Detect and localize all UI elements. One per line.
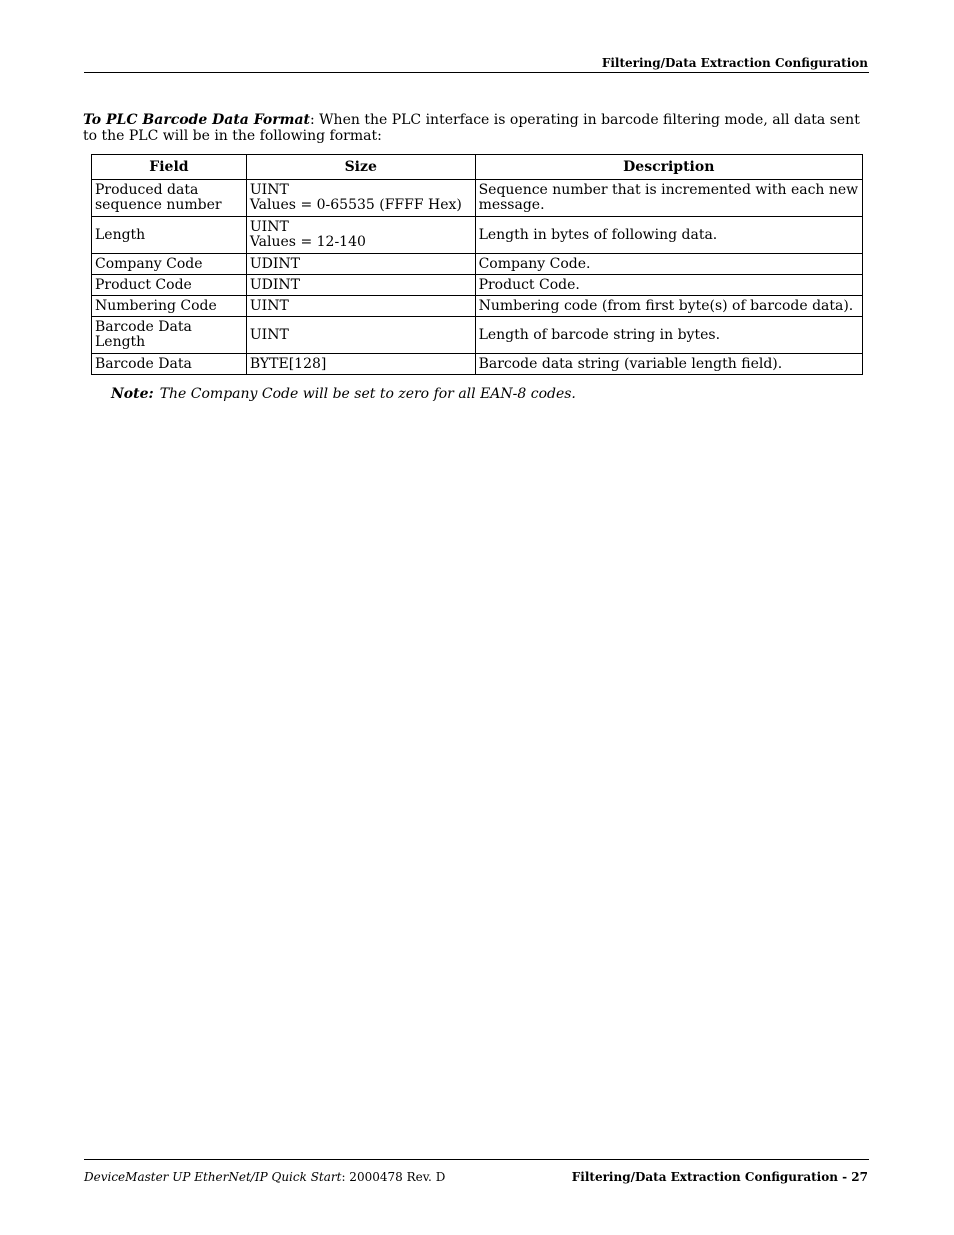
cell-field: Barcode Data <box>92 354 247 375</box>
cell-size: UINT Values = 12-140 <box>246 217 475 254</box>
note-label: Note: <box>111 386 154 402</box>
cell-description: Length of barcode string in bytes. <box>475 317 862 354</box>
cell-field: Company Code <box>92 254 247 275</box>
cell-field: Product Code <box>92 275 247 296</box>
table-row <box>92 180 863 217</box>
cell-size: UINT Values = 0-65535 (FFFF Hex) <box>246 180 475 217</box>
header-divider <box>84 72 869 73</box>
table-row <box>92 354 863 375</box>
cell-size: UINT <box>246 296 475 317</box>
note-text: The Company Code will be set to zero for all EAN-8 codes. <box>159 386 576 402</box>
table-note <box>111 386 576 402</box>
cell-field: Numbering Code <box>92 296 247 317</box>
cell-description: Company Code. <box>475 254 862 275</box>
cell-description: Barcode data string (variable length field). <box>475 354 862 375</box>
cell-field: Produced data sequence number <box>92 180 247 217</box>
table-row <box>92 317 863 354</box>
column-header-size: Size <box>246 155 475 180</box>
footer-page-label: Filtering/Data Extraction Configuration - 27 <box>571 1170 868 1184</box>
footer-document-reference <box>84 1170 445 1184</box>
table-header-row <box>92 155 863 180</box>
cell-field: Barcode Data Length <box>92 317 247 354</box>
cell-description: Length in bytes of following data. <box>475 217 862 254</box>
cell-description: Product Code. <box>475 275 862 296</box>
footer-divider <box>84 1159 869 1160</box>
cell-field: Length <box>92 217 247 254</box>
cell-description: Numbering code (from first byte(s) of barcode data). <box>475 296 862 317</box>
table-row <box>92 275 863 296</box>
intro-lead: To PLC Barcode Data Format <box>83 112 310 128</box>
barcode-format-table <box>91 154 863 375</box>
table-row <box>92 296 863 317</box>
column-header-field: Field <box>92 155 247 180</box>
table-row <box>92 217 863 254</box>
cell-size: UDINT <box>246 254 475 275</box>
running-header: Filtering/Data Extraction Configuration <box>601 56 868 70</box>
column-header-description: Description <box>475 155 862 180</box>
cell-size: BYTE[128] <box>246 354 475 375</box>
cell-description: Sequence number that is incremented with each new message. <box>475 180 862 217</box>
intro-text: : When the PLC interface is operating in barcode filtering mode, all data sent to the PLC will be in the following format: <box>83 112 860 144</box>
cell-size: UDINT <box>246 275 475 296</box>
intro-paragraph <box>83 112 873 144</box>
table-row <box>92 254 863 275</box>
footer-doc-rev: : 2000478 Rev. D <box>341 1170 446 1184</box>
cell-size: UINT <box>246 317 475 354</box>
footer-doc-name: DeviceMaster UP EtherNet/IP Quick Start <box>84 1170 342 1184</box>
